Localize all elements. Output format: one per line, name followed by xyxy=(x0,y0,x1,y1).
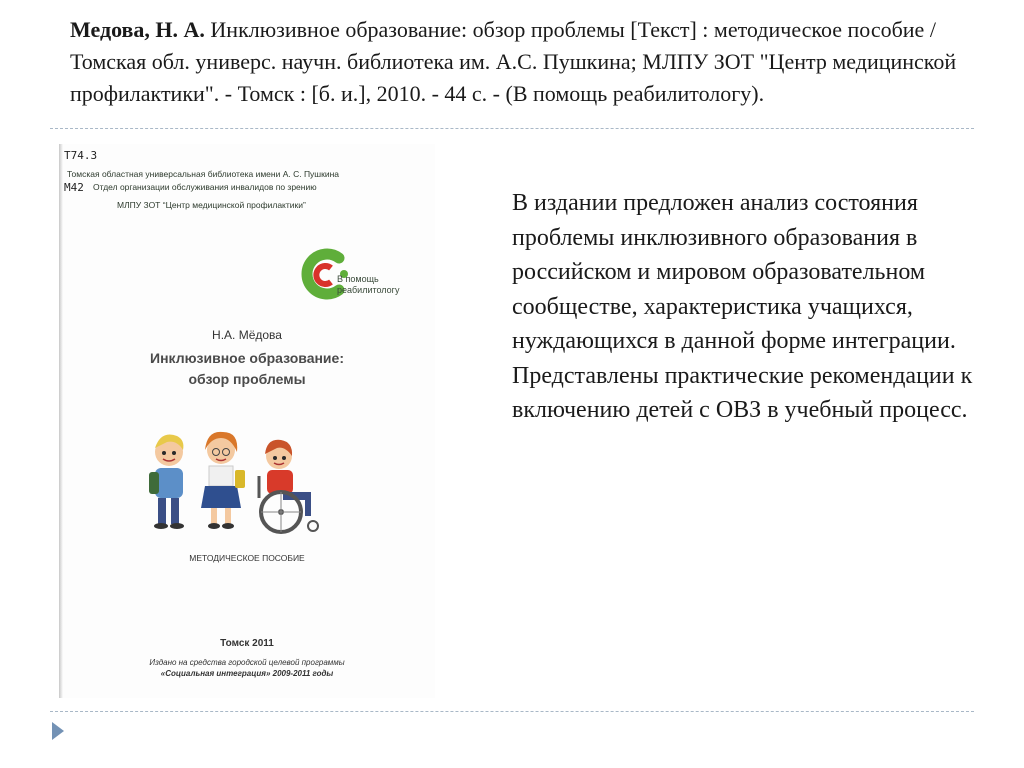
cover-funding-line-2: «Социальная интеграция» 2009-2011 годы xyxy=(160,669,334,678)
child-figure-1 xyxy=(149,435,184,530)
cover-title xyxy=(59,348,435,390)
series-line-1: В помощь xyxy=(337,274,379,284)
call-number-2: М42 xyxy=(64,181,84,194)
cover-center: МЛПУ ЗОТ “Центр медицинской профилактики” xyxy=(117,200,306,210)
bibliographic-record xyxy=(70,14,980,110)
series-line-2: реабилитологу xyxy=(337,285,400,295)
cover-edge-shadow xyxy=(59,144,63,698)
record-author: Медова, Н. А. xyxy=(70,17,205,42)
cover-manual-label: МЕТОДИЧЕСКОЕ ПОСОБИЕ xyxy=(189,553,305,563)
call-number-1: Т74.3 xyxy=(64,149,98,162)
children-illustration xyxy=(147,426,327,538)
cover-title-line-2: обзор проблемы xyxy=(188,371,306,387)
record-description: Инклюзивное образование: обзор проблемы [Текст] : методическое пособие / Томская обл. универс. научн. библиотека им. А.С. Пушкина; МЛПУ ЗОТ "Центр медицинской профилактики". - Томск : [б. и.], 2010. - 44 с. - (В помощь реабилитологу). xyxy=(70,17,957,106)
book-cover-image xyxy=(59,144,435,698)
child-figure-2 xyxy=(201,432,245,529)
bullet-arrow-icon xyxy=(52,722,64,740)
child-in-wheelchair xyxy=(259,440,318,532)
annotation-text: В издании предложен анализ состояния проблемы инклюзивного образования в российском и мировом образовательном сообществе, характеристика учащихся, нуждающихся в данной форме интеграции. Представлены практические рекомендации к включению детей с ОВЗ в учебный процесс. xyxy=(512,190,973,423)
bottom-divider xyxy=(50,711,974,712)
cover-department: Отдел организации обслуживания инвалидов по зрению xyxy=(93,182,317,192)
top-divider xyxy=(50,128,974,129)
cover-funding-line-1: Издано на средства городской целевой программы xyxy=(149,658,345,667)
series-label xyxy=(337,274,427,296)
cover-city-year: Томск 2011 xyxy=(220,638,274,649)
cover-funding xyxy=(59,657,435,679)
cover-author: Н.А. Мёдова xyxy=(212,328,282,342)
cover-library: Томская областная универсальная библиотека имени А. С. Пушкина xyxy=(67,169,340,179)
cover-title-line-1: Инклюзивное образование: xyxy=(150,350,344,366)
